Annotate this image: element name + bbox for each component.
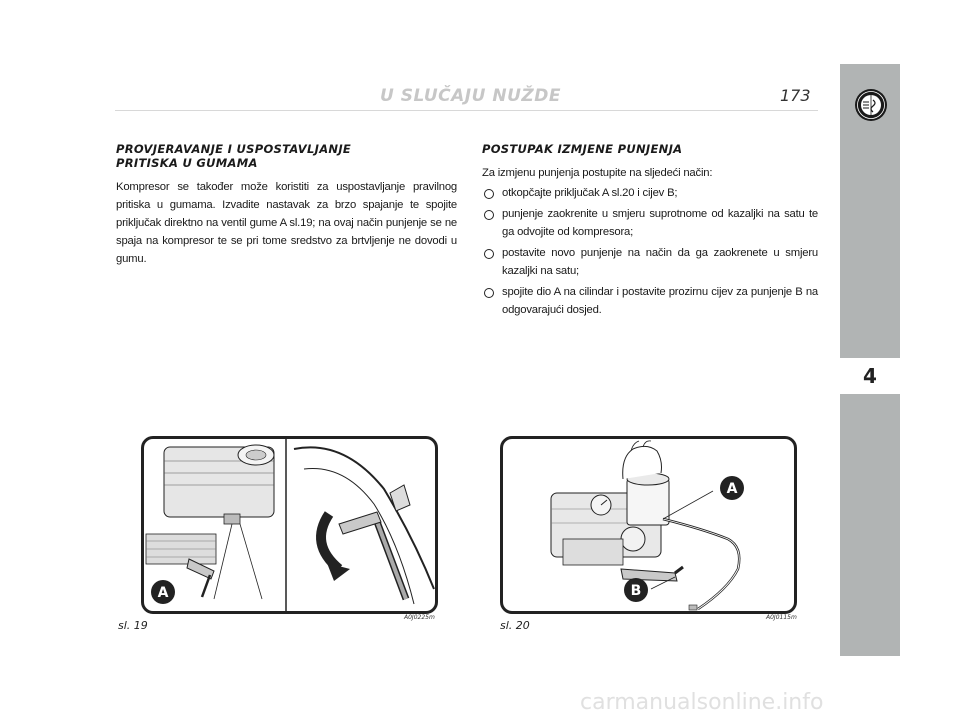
section-title: U SLUČAJU NUŽDE <box>380 86 561 106</box>
svg-text:A: A <box>157 585 169 601</box>
svg-text:B: B <box>630 583 642 599</box>
figure-caption: sl. 20 <box>500 619 530 632</box>
list-item <box>482 283 818 319</box>
body-paragraph: Kompresor se također može koristiti za uspostavljanje pravilnog pritiska u gumama. Izvadite nastavak za brzo spajanje te spojite priključak direktno na ventil gume A sl.19; na ovaj način punjenje se ne spaja na kompresor te se pri tome sredstvo za brtvljenje ne dovodi u gumu. <box>116 181 457 265</box>
intro-text: Za izmjenu punjenja postupite na sljedeći način: <box>482 167 713 179</box>
heading-line: PRITISKA U GUMAMA <box>116 156 258 170</box>
list-item <box>482 205 818 241</box>
heading-line: PROVJERAVANJE I USPOSTAVLJANJE <box>116 142 352 156</box>
compressor-valve-illustration <box>144 439 435 611</box>
step-text: postavite novo punjenje na način da ga zaokrenete u smjeru kazaljki na satu; <box>502 247 818 277</box>
step-text: punjenje zaokrenite u smjeru suprotnome od kazaljki na satu te ga odvojite od kompresora; <box>502 208 818 238</box>
bullet-circle-icon <box>484 249 494 259</box>
left-column <box>116 142 457 268</box>
step-text: spojite dio A na cilindar i postavite prozirnu cijev za punjenje B na odgovarajući dosjed. <box>502 286 818 316</box>
footer-watermark: carmanualsonline.info <box>580 690 824 715</box>
callout-a-icon <box>150 579 176 605</box>
section-heading <box>116 142 457 170</box>
list-item <box>482 244 818 280</box>
figure-code: A0J0225m <box>404 614 435 621</box>
section-heading: POSTUPAK IZMJENE PUNJENJA <box>482 142 683 156</box>
header-divider <box>115 110 818 111</box>
figure-caption: sl. 19 <box>118 619 148 632</box>
bullet-circle-icon <box>484 288 494 298</box>
right-column <box>482 142 818 322</box>
bullet-circle-icon <box>484 189 494 199</box>
steps-list <box>482 184 818 319</box>
figure-20 <box>500 436 797 614</box>
figure-19 <box>141 436 438 614</box>
svg-text:A: A <box>726 481 738 497</box>
bullet-circle-icon <box>484 210 494 220</box>
brand-logo-icon <box>854 88 888 122</box>
list-item <box>482 184 818 202</box>
callout-b-icon <box>623 577 649 603</box>
figure-code: A0J0115m <box>766 614 797 621</box>
chapter-tab[interactable]: 4 <box>840 356 900 396</box>
step-text: otkopčajte priključak A sl.20 i cijev B; <box>502 187 678 199</box>
page-number: 173 <box>780 86 811 105</box>
callout-a-icon <box>719 475 745 501</box>
